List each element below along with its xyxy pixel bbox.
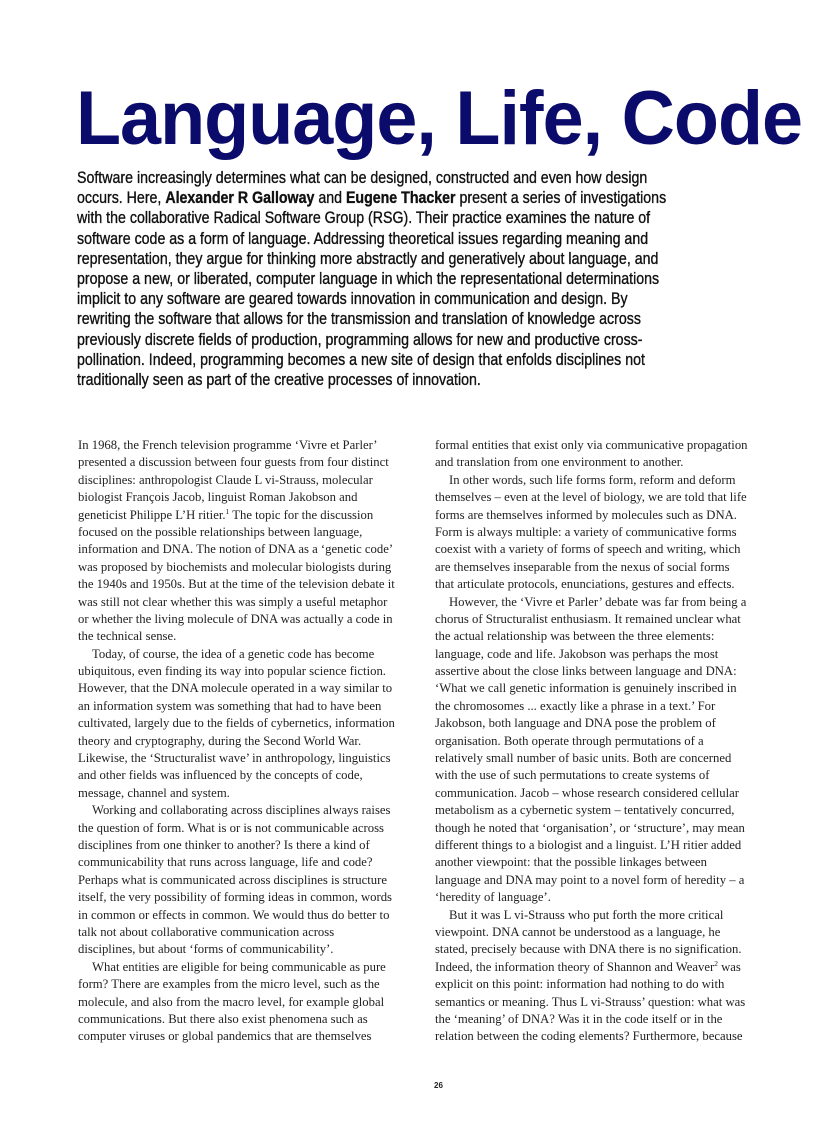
body-column-left [78,437,428,1046]
lead-text: software code as a form of language. Addressing theoretical issues regarding meaning and [77,229,649,248]
body-line [78,489,428,506]
body-text: Perhaps what is communicated across disciplines is structure [78,872,388,887]
body-text: Today, of course, the idea of a genetic code has become [92,646,375,661]
body-line [435,1011,785,1028]
body-line [78,733,428,750]
lead-text: representation, they argue for thinking more abstractly and generatively about language, and [77,249,659,268]
body-line [78,941,428,958]
body-text: the 1940s and 1950s. But at the time of the television debate it [78,577,395,592]
page-number: 26 [434,1081,443,1090]
body-text: relation between the coding elements? Furthermore, because [435,1029,743,1044]
body-line [78,680,428,697]
body-text: molecule, and also from the macro level, for example global [78,994,385,1009]
body-line [78,524,428,541]
body-line [435,889,785,906]
body-text: However, the ‘Vivre et Parler’ debate was far from being a [449,594,747,609]
body-line [78,715,428,732]
body-text: geneticist Philippe L’H ritier. [78,507,226,522]
lead-line [77,370,696,390]
body-line [435,785,785,802]
body-text: assertive about the close links between language and DNA: [435,664,737,679]
body-line [78,889,428,906]
footnote-marker: 2 [714,958,718,968]
body-line [78,750,428,767]
body-text: information and DNA. The notion of DNA as a ‘genetic code’ [78,542,394,557]
body-text: However, that the DNA molecule operated in a way similar to [78,681,393,696]
body-line [78,785,428,802]
body-text: stated, precisely because with DNA there is no signification. [435,942,742,957]
body-line [78,854,428,871]
body-text: Indeed, the information theory of Shannon and Weaver [435,959,715,974]
body-text: metabolism as a cybernetic system – tentatively concurred, [435,803,735,818]
lead-line [77,289,696,309]
lead-line [77,269,696,289]
lead-text: traditionally seen as part of the creative processes of innovation. [77,370,481,389]
body-text: or whether the living molecule of DNA was actually a code in [78,611,393,626]
body-line [78,820,428,837]
body-text: though he noted that ‘organisation’, or ‘structure’, may mean [435,820,745,835]
lead-text: implicit to any software are geared towards innovation in communication and design. By [77,290,628,309]
body-line [78,454,428,471]
lead-line [77,249,696,269]
body-line [435,559,785,576]
body-text: relatively small number of basic units. Both are concerned [435,751,732,766]
body-text: explicit on this point: information had nothing to do with [435,977,725,992]
body-text: and other fields was influenced by the concepts of code, [78,768,363,783]
body-text: cultivated, largely due to the fields of cybernetics, information [78,716,395,731]
lead-line [77,168,696,188]
body-text: viewpoint. DNA cannot be understood as a language, he [435,924,721,939]
body-text: are themselves inseparable from the nexus of social forms [435,559,730,574]
body-line [78,976,428,993]
body-line [435,594,785,611]
body-text: focused on the possible relationships between language, [78,524,363,539]
lead-text: with the collaborative Radical Software Group (RSG). Their practice examines the nature of [77,209,651,228]
body-line [78,924,428,941]
body-line [435,646,785,663]
lead-text: occurs. Here, [77,189,166,208]
body-text: form? There are examples from the micro level, such as the [78,977,380,992]
body-text: ‘heredity of language’. [435,890,551,905]
body-line [78,646,428,663]
lead-text: present a series of investigations [455,189,667,208]
body-text: But it was L vi-Strauss who put forth the more critical [449,907,724,922]
body-text: Likewise, the ‘Structuralist wave’ in anthropology, linguistics [78,751,391,766]
body-line [435,994,785,1011]
lead-paragraph [77,168,797,390]
body-line [435,541,785,558]
body-text: an information system was something that had to have been [78,698,382,713]
body-text: was [717,959,741,974]
lead-line [77,330,696,350]
body-text: that articulate protocols, enunciations, gestures and effects. [435,577,735,592]
body-text: ‘What we call genetic information is genuinely inscribed in [435,681,737,696]
body-text: talk not about collaborative communication across [78,924,335,939]
body-line [435,524,785,541]
body-line [435,1028,785,1045]
article-title: Language, Life, Code [76,76,803,161]
body-line [78,594,428,611]
body-line [435,750,785,767]
body-line [435,454,785,471]
body-line [435,802,785,819]
body-text: itself, the very possibility of forming ideas in common, words [78,890,392,905]
body-line [78,1011,428,1028]
body-line [435,663,785,680]
body-line [435,767,785,784]
body-line [435,854,785,871]
body-line [435,507,785,524]
body-line [78,628,428,645]
body-line [435,941,785,958]
body-text: semantics or meaning. Thus L vi-Strauss’ question: what was [435,994,746,1009]
author-name: Eugene Thacker [345,189,456,208]
body-text: theory and cryptography, during the Second World War. [78,733,362,748]
body-line [78,559,428,576]
lead-line [77,350,696,370]
body-text: Working and collaborating across disciplines always raises [92,803,391,818]
body-line [78,959,428,976]
body-text: Form is always multiple: a variety of communicative forms [435,524,737,539]
body-text: forms are themselves informed by molecules such as DNA. [435,507,737,522]
lead-text: previously discrete fields of production, programming allows for new and productive cross- [77,330,643,349]
body-line [435,837,785,854]
lead-text: propose a new, or liberated, computer language in which the representational determinations [77,269,660,288]
body-line [435,437,785,454]
lead-line [77,229,696,249]
body-text: and translation from one environment to another. [435,455,684,470]
body-line [78,576,428,593]
body-text: was proposed by biochemists and molecular biologists during [78,559,392,574]
body-text: computer viruses or global pandemics that are themselves [78,1029,372,1044]
body-text: The topic for the discussion [229,507,374,522]
body-text: communications. But there also exist phenomena such as [78,1011,368,1026]
body-text: communication. Jacob – whose research considered cellular [435,785,740,800]
body-text: communicability that runs across language, life and code? [78,855,373,870]
body-line [435,576,785,593]
body-line [435,611,785,628]
lead-text: Software increasingly determines what can be designed, constructed and even how design [77,169,648,187]
body-line [435,959,785,976]
body-text: ubiquitous, even finding its way into popular science fiction. [78,664,386,679]
body-text: organisation. Both operate through permutations of a [435,733,704,748]
body-text: the chromosomes ... exactly like a phrase in a text.’ For [435,698,716,713]
body-line [435,489,785,506]
body-line [435,715,785,732]
body-line [78,802,428,819]
lead-text: and [314,189,346,208]
body-line [435,472,785,489]
body-text: another viewpoint: that the possible linkages between [435,855,708,870]
body-text: in common or effects in common. We would thus do better to [78,907,390,922]
body-text: disciplines, but about ‘forms of communicability’. [78,942,334,957]
body-line [435,680,785,697]
body-text: biologist François Jacob, linguist Roman Jakobson and [78,490,358,505]
body-text: presented a discussion between four guests from four distinct [78,455,389,470]
body-line [78,698,428,715]
body-text: with the use of such permutations to create systems of [435,768,710,783]
lead-line [77,309,696,329]
body-line [78,663,428,680]
body-text: the technical sense. [78,629,177,644]
body-line [78,1028,428,1045]
body-line [78,472,428,489]
body-line [435,628,785,645]
lead-line [77,188,696,208]
body-text: language, code and life. Jakobson was perhaps the most [435,646,719,661]
body-text: What entities are eligible for being communicable as pure [92,959,386,974]
body-text: different things to a biologist and a linguist. L’H ritier added [435,837,742,852]
body-line [78,611,428,628]
body-line [435,924,785,941]
body-line [78,767,428,784]
body-text: the question of form. What is or is not communicable across [78,820,384,835]
body-text: Jakobson, both language and DNA pose the problem of [435,716,716,731]
body-line [435,872,785,889]
body-line [435,976,785,993]
body-text: In 1968, the French television programme ‘Vivre et Parler’ [78,438,378,452]
body-line [435,698,785,715]
body-text: language and DNA may point to a novel form of heredity – a [435,872,745,887]
author-name: Alexander R Galloway [165,189,315,208]
lead-text: rewriting the software that allows for the transmission and translation of knowledge across [77,310,641,329]
body-line [78,541,428,558]
lead-text: pollination. Indeed, programming becomes a new site of design that enfolds disciplines not [77,350,645,369]
lead-line [77,208,696,228]
body-column-right [435,437,785,1046]
body-text: message, channel and system. [78,785,230,800]
footnote-marker: 1 [225,506,230,516]
body-line [78,994,428,1011]
body-text: disciplines from one thinker to another? Is there a kind of [78,837,370,852]
body-text: was still not clear whether this was simply a useful metaphor [78,594,388,609]
body-line [78,872,428,889]
body-line [78,837,428,854]
body-line [78,507,428,524]
body-text: coexist with a variety of forms of speech and writing, which [435,542,741,557]
body-text: chorus of Structuralist enthusiasm. It remained unclear what [435,611,741,626]
body-text: the ‘meaning’ of DNA? Was it in the code itself or in the [435,1011,723,1026]
body-text: themselves – even at the level of biology, we are told that life [435,490,747,505]
body-line [435,733,785,750]
body-line [78,907,428,924]
body-text: In other words, such life forms form, reform and deform [449,472,736,487]
body-line [435,907,785,924]
body-text: disciplines: anthropologist Claude L vi-Strauss, molecular [78,472,373,487]
body-line [78,437,428,454]
body-text: the actual relationship was between the three elements: [435,629,715,644]
body-line [435,820,785,837]
body-text: formal entities that exist only via communicative propagation [435,438,748,452]
